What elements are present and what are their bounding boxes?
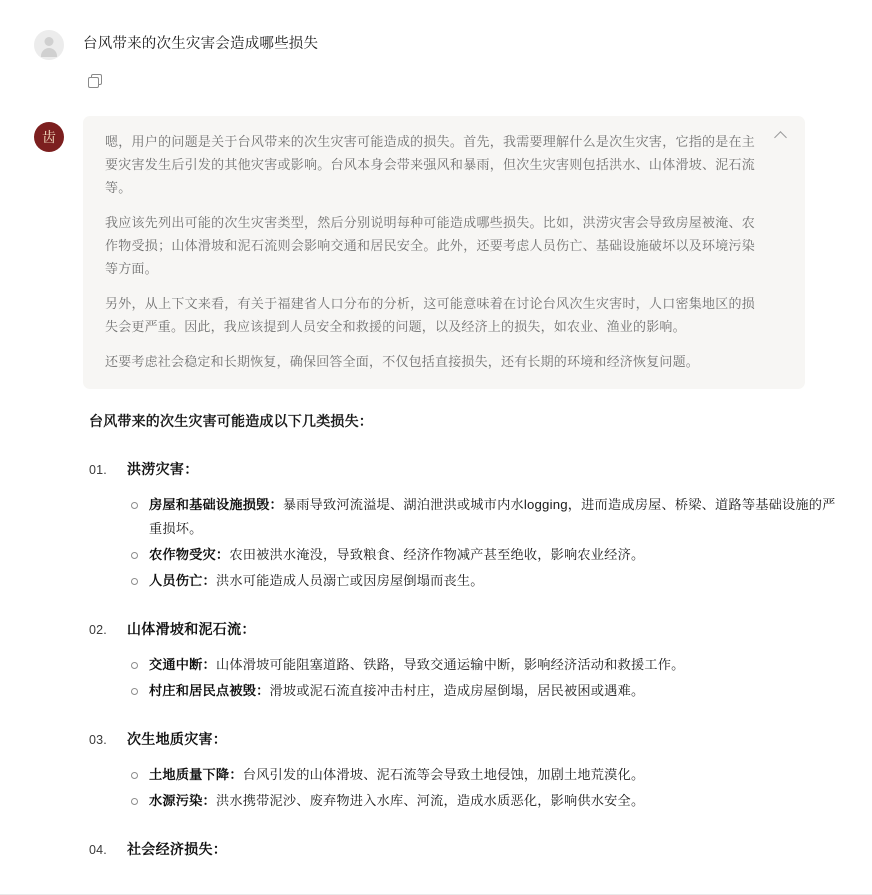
user-message-block [0,0,872,60]
list-item-label: 村庄和居民点被毁： [149,683,270,698]
answer-section [89,619,839,703]
list-item-text: 洪水可能造成人员溺亡或因房屋倒塌而丧生。 [215,573,484,588]
list-item [129,543,839,567]
list-item [129,569,839,593]
list-item-label: 土地质量下降： [149,767,243,782]
list-item [129,763,839,787]
list-item-label: 房屋和基础设施损毁： [149,497,283,512]
assistant-avatar [34,122,64,152]
list-item-label: 人员伤亡： [149,573,216,588]
assistant-body [83,116,839,885]
section-number: 04. [89,843,107,857]
thinking-paragraph: 我应该先列出可能的次生灾害类型，然后分别说明每种可能造成哪些损失。比如，洪涝灾害会导致房屋被淹、农作物受损；山体滑坡和泥石流则会影响交通和居民安全。此外，还要考虑人员伤亡、基础设施破坏以及环境污染等方面。 [105,215,755,276]
message-actions [0,74,872,96]
list-item-label: 农作物受灾： [149,547,230,562]
section-title: 次生地质灾害： [127,731,228,747]
copy-icon-front [88,77,99,88]
thinking-paragraph: 嗯，用户的问题是关于台风带来的次生灾害可能造成的损失。首先，我需要理解什么是次生灾害，它指的是在主要灾害发生后引发的其他灾害或影响。台风本身会带来强风和暴雨，但次生灾害则包括洪水、山体滑坡、泥石流等。 [105,134,755,195]
section-number: 02. [89,623,107,637]
list-item-text: 洪水携带泥沙、废弃物进入水库、河流，造成水质恶化，影响供水安全。 [215,793,645,808]
answer-section-head [89,839,839,859]
section-title: 洪涝灾害： [127,461,199,477]
chevron-up-icon[interactable] [776,130,787,141]
list-item-text: 台风引发的山体滑坡、泥石流等会导致土地侵蚀，加剧土地荒漠化。 [242,767,645,782]
answer-section-head [89,459,839,479]
assistant-message-block [0,96,872,885]
list-item-label: 水源污染： [149,793,216,808]
user-message-text: 台风带来的次生灾害会造成哪些损失 [83,36,319,52]
list-item-text: 滑坡或泥石流直接冲击村庄，造成房屋倒塌，居民被困或遇难。 [269,683,645,698]
list-item [129,789,839,813]
thinking-panel [83,116,805,389]
section-title: 山体滑坡和泥石流： [127,621,256,637]
list-item [129,493,839,541]
answer-lead: 台风带来的次生灾害可能造成以下几类损失： [89,413,373,429]
answer-content [83,409,839,859]
answer-section [89,729,839,813]
assistant-avatar-glyph: 齿 [42,130,56,146]
answer-section-head [89,619,839,639]
answer-section [89,459,839,593]
section-bullet-list [89,653,839,703]
list-item-text: 暴雨导致河流溢堤、湖泊泄洪或城市内水logging，进而造成房屋、桥梁、道路等基础设施的严重损坏。 [149,497,836,536]
thinking-paragraph: 另外，从上下文来看，有关于福建省人口分布的分析，这可能意味着在讨论台风次生灾害时，人口密集地区的损失会更严重。因此，我应该提到人员安全和救援的问题，以及经济上的损失，如农业、渔业的影响。 [105,296,755,334]
answer-section [89,839,839,859]
list-item-text: 山体滑坡可能阻塞道路、铁路，导致交通运输中断，影响经济活动和救援工作。 [215,657,685,672]
section-bullet-list [89,763,839,813]
answer-section-head [89,729,839,749]
user-avatar [34,30,64,60]
section-title: 社会经济损失： [127,841,228,857]
section-bullet-list [89,493,839,593]
list-item [129,679,839,703]
section-number: 01. [89,463,107,477]
section-number: 03. [89,733,107,747]
list-item-label: 交通中断： [149,657,216,672]
thinking-paragraph: 还要考虑社会稳定和长期恢复，确保回答全面，不仅包括直接损失，还有长期的环境和经济恢复问题。 [105,354,700,369]
list-item-text: 农田被洪水淹没，导致粮食、经济作物减产甚至绝收，影响农业经济。 [229,547,645,562]
copy-icon[interactable] [88,74,103,89]
list-item [129,653,839,677]
